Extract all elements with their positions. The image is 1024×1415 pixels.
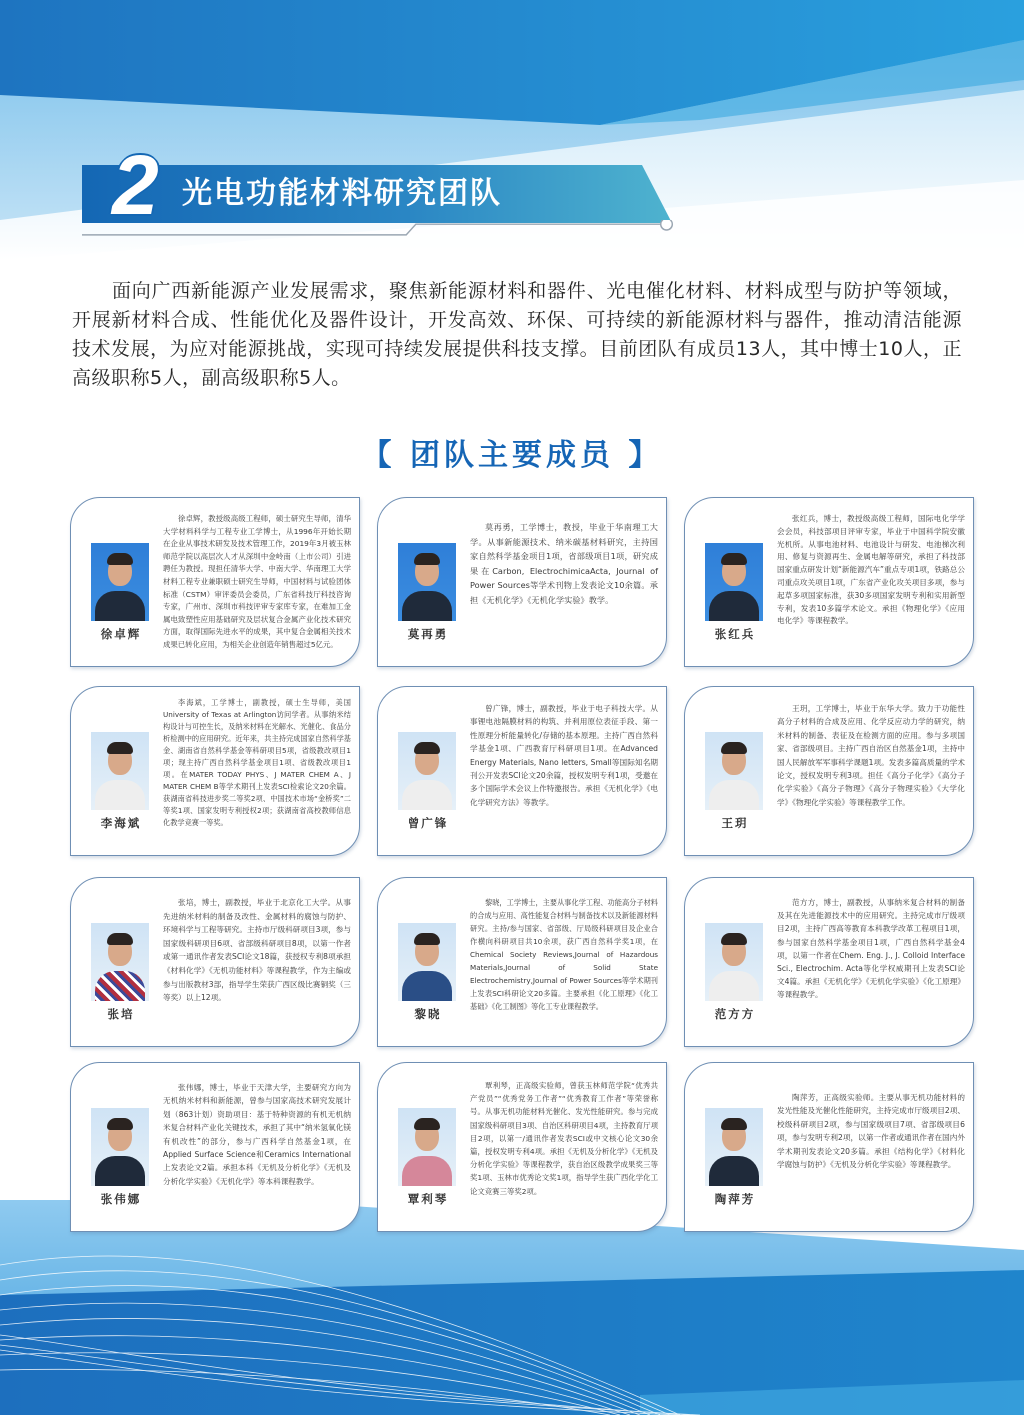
member-card <box>70 1062 360 1232</box>
team-intro-paragraph: 面向广西新能源产业发展需求，聚焦新能源材料和器件、光电催化材料、材料成型与防护等领域，开展新材料合成、性能优化及器件设计，开发高效、环保、可持续的新能源材料与器件，推动清洁能源技术发展，为应对能源挑战，实现可持续发展提供科技支撑。目前团队有成员13人，其中博士10人，正高级职称5人，副高级职称5人。 <box>72 280 962 389</box>
member-bio: 张伟娜，博士，毕业于天津大学，主要研究方向为无机纳米材料和新能源，曾参与国家高技术研究发展计划（863计划）资助项目：基于特种资源的有机无机纳米复合材料产业化关键技术，承担了其中“纳米氢氧化镁有机改性”的部分，参与广西科学自然基金1项，在Applied Surface Science和Ceramics International上发表论文2篇。承担本科《无机及分析化学》《无机及分析化学实验》《无机化学》等本科课程教学。 <box>163 1083 351 1186</box>
banner-underline-decoration <box>82 220 682 240</box>
section-number: 2 <box>112 138 159 232</box>
member-photo <box>398 543 456 621</box>
member-card <box>70 686 360 856</box>
member-name: 覃利琴 <box>407 1192 449 1206</box>
member-card <box>377 1062 667 1232</box>
member-name: 范方方 <box>714 1007 756 1021</box>
member-card <box>70 497 360 667</box>
member-photo <box>91 1108 149 1186</box>
member-bio: 覃利琴，正高级实验师，曾获玉林师范学院“优秀共产党员”“优秀党务工作者”“优秀教育工作者”等荣誉称号。从事无机功能材料光催化、发光性能研究。参与完成国家级科研项目3项、自治区科研项目4项，主持教育厅项目2项，以第一/通讯作者发表SCI或中文核心论文30余篇，授权发明专利4项。承担《无机及分析化学》《无机及分析化学实验》等课程教学，获自治区级教学成果奖三等奖1项、玉林市优秀论文奖1项，指导学生获广西化学化工论文竞赛三等奖2项。 <box>470 1081 658 1196</box>
member-bio: 李海斌，工学博士，副教授，硕士生导师，美国University of Texas at Arlington访问学者。从事纳米结构设计与可控生长，及纳米材料在光解水、光催化、食品分析检测中的应用研究。近年来，共主持完成国家自然科学基金、湖南省自然科学基金等科研项目5项，省级教改项目1项；现主持广西自然科学基金项目1项、省级教改项目1项。在MATER TODAY PHYS、J MATER CHEM A、J MATER CHEM B等学术期刊上发表SCI检索论文20余篇。获湖南省科技进步奖二等奖2项、中国技术市场“金桥奖”二等奖1项、国家发明专利授权2项；获湖南省高校教师信息化教学竞赛一等奖。 <box>163 698 351 827</box>
member-card <box>684 877 974 1047</box>
member-name: 曾广锋 <box>407 816 449 830</box>
member-bio: 范方方，博士，副教授，从事纳米复合材料的制备及其在先进能源技术中的应用研究。主持完成市厅级项目2项，主持广西高等教育本科教学改革工程项目1项，参与国家自然科学基金项目1项，广西自然科学基金4项，以第一作者在Chem. Eng. J., J. Colloid Interface Sci., Electrochim. Acta等化学权威期刊上发表SCI论文4篇。承担《无机化学》《无机化学实验》《化工原理》等课程教学。 <box>777 898 965 1000</box>
member-card <box>684 1062 974 1232</box>
member-name: 莫再勇 <box>407 627 449 641</box>
member-photo <box>705 923 763 1001</box>
members-section-title: 【 团队主要成员 】 <box>361 438 663 473</box>
member-card <box>377 686 667 856</box>
member-photo <box>398 923 456 1001</box>
member-name: 张伟娜 <box>100 1192 142 1206</box>
member-photo <box>705 1108 763 1186</box>
member-card <box>684 497 974 667</box>
member-photo <box>705 732 763 810</box>
member-name: 黎晓 <box>414 1007 442 1021</box>
member-card <box>70 877 360 1047</box>
member-photo <box>398 1108 456 1186</box>
member-name: 张红兵 <box>714 627 756 641</box>
member-bio: 黎晓，工学博士，主要从事化学工程、功能高分子材料的合成与应用、高性能复合材料与制备技术以及新能源材料研究。主持/参与国家、省部级、厅局级科研项目及企业合作横向科研项目共10余项，获广西自然科学奖1项，在Chemical Society Reviews,Journal of Hazardous Materials,Journal of Solid State Electrochemistry,Journal of Power Sources等学术期刊上发表SCI科研论文20多篇。主要承担《化工原理》《化工基础》《化工制图》等化工专业课程教学。 <box>470 898 658 1011</box>
member-bio: 徐卓辉，教授级高级工程师，硕士研究生导师，清华大学材料科学与工程专业工学博士，从1996年开始长期在企业从事技术研发及技术管理工作，2019年3月被玉林师范学院以高层次人才从深圳中金岭南（上市公司）引进聘任为教授。现担任清华大学、中南大学、华南理工大学材料工程专业兼职硕士研究生导师，中国材料与试验团体标准（CSTM）审评委员会委员，广东省科技厅科技咨询专家，广州市、深圳市科技评审专家库专家，在难加工金属电致塑性应用基础研究及层状复合金属产业化技术研究方面，取得国际先进水平的成果，其中复合金属相关技术成果已转化应用，为相关企业创造年销售超过5亿元。 <box>163 514 351 649</box>
member-bio: 张红兵，博士，教授级高级工程师，国际电化学学会会员，科技部项目评审专家，毕业于中国科学院安徽光机所。从事电池材料、电池设计与研发、电池梯次利用、修复与资源再生、金属电解等研究，承担了科技部国家重点研发计划“新能源汽车”重点专项1项，铁路总公司重点攻关项目1项，广东省产业化攻关项目多项，参与起草多项国家标准，获30多项国家发明专利和实用新型专利，发表10多篇学术论文。承担《物理化学》《应用电化学》等课程教学。 <box>777 514 965 626</box>
member-photo <box>91 732 149 810</box>
member-bio: 莫再勇，工学博士，教授，毕业于华南理工大学。从事新能源技术、纳米碳基材料研究，主持国家自然科学基金项目1项，省部级项目1项，研究成果在Carbon, ElectrochimicaActa, Journal of Power Sources等学术刊物上发表论文10余篇。承担《无机化学》《无机化学实验》教学。 <box>470 522 658 605</box>
member-bio: 陶萍芳，正高级实验师。主要从事无机功能材料的发光性能及光催化性能研究，主持完成市厅级项目2项、校级科研项目2项，参与国家级项目7项、省部级项目6项，参与发明专利2项，以第一作者或通讯作者在国内外学术期刊发表论文20多篇。承担《结构化学》《材料化学腐蚀与防护》《无机及分析化学实验》等课程教学。 <box>777 1093 965 1170</box>
member-photo <box>705 543 763 621</box>
member-name: 陶萍芳 <box>714 1192 756 1206</box>
member-card <box>377 877 667 1047</box>
member-bio: 王玥，工学博士，毕业于东华大学。致力于功能性高分子材料的合成及应用、化学反应动力学的研究，纳米材料的制备、表征及在检测方面的应用。参与多项国家、省部级项目。主持广西自治区自然基金1项，主持中国人民解放军军事科学课题1项。发表多篇高质量的学术论文，授权发明专利3项。担任《高分子化学》《高分子化学实验》《高分子物理》《高分子物理实验》《大学化学》《物理化学实验》等课程教学工作。 <box>777 704 965 807</box>
member-photo <box>91 543 149 621</box>
member-card <box>684 686 974 856</box>
member-bio: 张培，博士，副教授，毕业于北京化工大学。从事先进纳米材料的制备及改性、金属材料的腐蚀与防护、环境科学与工程等研究。主持市厅级科研项目3项，参与国家级科研项目6项、省部级科研项目8项，以第一作者或第一通讯作者发表SCI论文18篇，获授权专利8项承担《材料化学》《无机功能材料》等课程教学，作为主编或参与出版教材3部，指导学生荣获广西区级比赛铜奖（三等奖）以上12项。 <box>163 898 351 1003</box>
member-photo <box>398 732 456 810</box>
member-name: 王玥 <box>721 816 749 830</box>
member-name: 李海斌 <box>100 816 142 830</box>
member-card <box>377 497 667 667</box>
member-bio: 曾广锋，博士，副教授，毕业于电子科技大学。从事锂电池隔膜材料的构筑、并利用原位表征手段、第一性原理分析能量转化/存储的基本原理。主持广西自然科学基金1项、广西教育厅科研项目1项。在Advanced Energy Materials, Nano letters, Small等国际知名期刊公开发表SCI论文20余篇，授权发明专利1项，受邀在多个国际学术会议上作特邀报告。承担《无机化学》《电化学研究方法》等教学。 <box>470 704 658 807</box>
member-name: 徐卓辉 <box>100 627 142 641</box>
member-photo <box>91 923 149 1001</box>
member-name: 张培 <box>107 1007 135 1021</box>
section-header-banner <box>82 138 672 232</box>
page-title: 光电功能材料研究团队 <box>182 176 502 211</box>
background-bottom-decoration <box>0 1200 1024 1415</box>
